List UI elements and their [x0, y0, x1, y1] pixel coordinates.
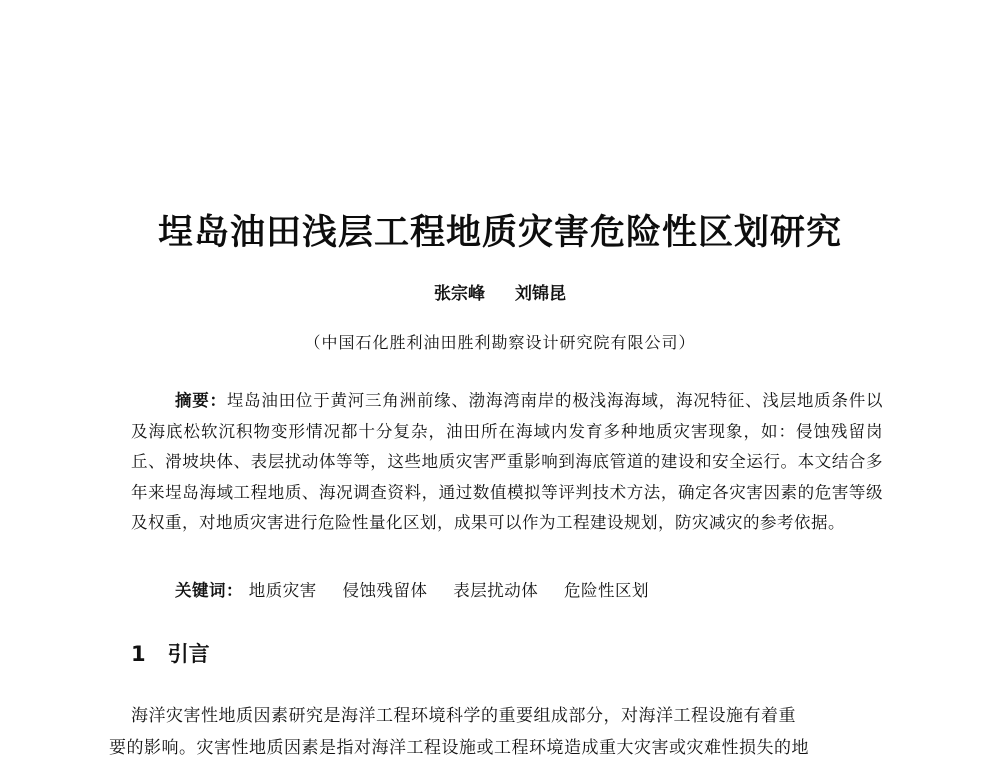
keywords-label: 关键词：	[175, 581, 243, 600]
keyword: 侵蚀残留体	[342, 581, 428, 600]
keyword: 地质灾害	[248, 581, 317, 600]
keyword: 表层扰动体	[453, 581, 539, 600]
abstract	[131, 386, 883, 539]
author-list	[0, 279, 1000, 304]
paper-title: 埕岛油田浅层工程地质灾害危险性区划研究	[157, 213, 842, 253]
author-name: 刘锦昆	[514, 284, 566, 304]
body-line: 海洋灾害性地质因素研究是海洋工程环境科学的重要组成部分，对海洋工程设施有着重	[131, 706, 796, 726]
abstract-text: 埕岛油田位于黄河三角洲前缘、渤海湾南岸的极浅海海域，海况特征、浅层地质条件以及海底松软沉积物变形情况都十分复杂，油田所在海域内发育多种地质灾害现象，如：侵蚀残留岗丘、滑坡块体、表层扰动体等等，这些地质灾害严重影响到海底管道的建设和安全运行。本文结合多年来埕岛海域工程地质、海况调查资料，通过数值模拟等评判技术方法，确定各灾害因素的危害等级及权重，对地质灾害进行危险性量化区划，成果可以作为工程建设规划，防灾减灾的参考依据。	[131, 391, 884, 533]
section-number: 1	[131, 642, 146, 666]
author-name: 张宗峰	[434, 284, 486, 304]
section-title: 引言	[167, 642, 210, 666]
affiliation: （中国石化胜利油田胜利勘察设计研究院有限公司）	[304, 333, 696, 352]
keywords	[175, 577, 669, 601]
body-paragraph	[109, 700, 911, 764]
body-line: 要的影响。灾害性地质因素是指对海洋工程设施或工程环境造成重大灾害或灾难性损失的地	[109, 738, 809, 758]
abstract-label: 摘要：	[175, 391, 227, 410]
keyword: 危险性区划	[564, 581, 649, 600]
section-heading	[131, 638, 210, 668]
